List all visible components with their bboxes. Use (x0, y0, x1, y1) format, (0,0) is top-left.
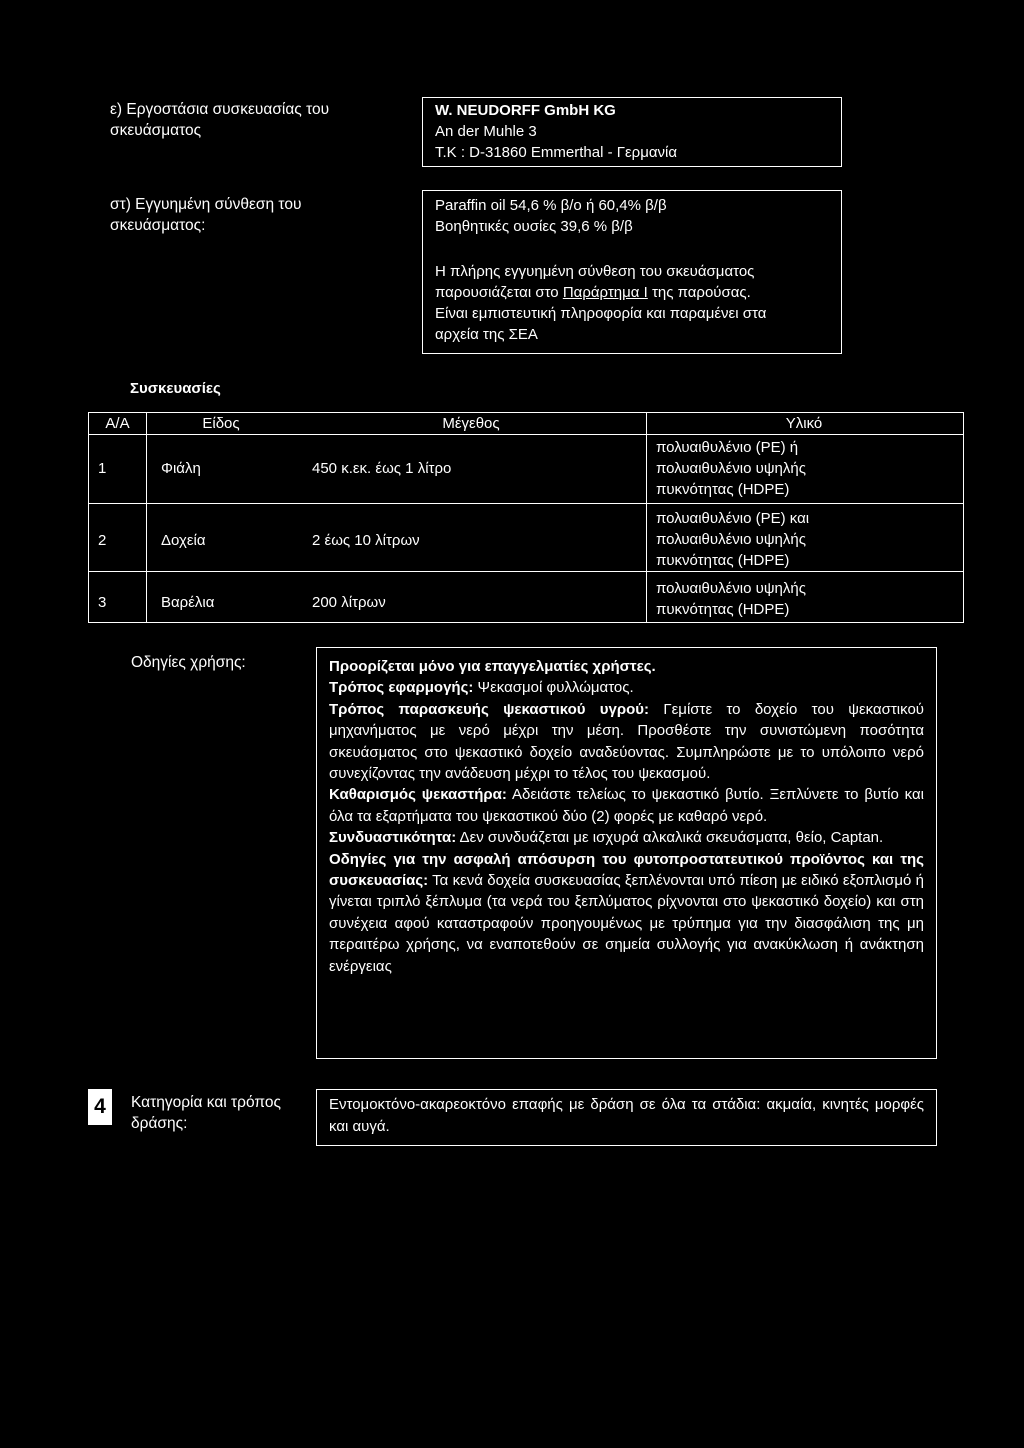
row3-no: 3 (98, 594, 107, 611)
row1-material-line3: πυκνότητας (HDPE) (656, 481, 790, 498)
row1-no: 1 (98, 460, 107, 477)
company-postcode: T.K : D-31860 Emmerthal - Γερμανία (435, 144, 678, 161)
packaging-title: Συσκευασίες (130, 380, 221, 397)
composition-active: Paraffin oil 54,6 % β/ο ή 60,4% β/β (435, 197, 667, 214)
cleaning-heading: Καθαρισμός ψεκαστήρα: (329, 786, 507, 804)
company-name: W. NEUDORFF GmbH KG (435, 102, 616, 119)
col-header-size: Μέγεθος (442, 415, 500, 432)
row2-no: 2 (98, 532, 107, 549)
row3-material (656, 578, 806, 620)
factory-label-line2: σκευάσματος (110, 122, 202, 139)
row2-size: 2 έως 10 λίτρων (312, 532, 420, 549)
instructions-box (316, 647, 937, 1059)
row3-material-line1: πολυαιθυλένιο υψηλής (656, 580, 806, 597)
row3-size: 200 λίτρων (312, 594, 386, 611)
composition-label-line1: στ) Εγγυημένη σύνθεση του (110, 196, 302, 213)
mode-of-action-label-line2: δράσης: (131, 1115, 188, 1132)
composition-label (110, 194, 301, 236)
compatibility-heading: Συνδυαστικότητα: (329, 829, 457, 847)
disposal-text: Τα κενά δοχεία συσκευασίας ξεπλένονται υπό πίεση με ειδικό εξοπλισμό ή γίνεται τριπλό ξέπλυμα (τα νερά του ξεπλύματος ρίχνονται στο ψεκαστικό δοχείο) και στη συνέχεια αφού καταστραφούν προηγουμένως με τρύπημα για την διασφάλιση της μη περαιτέρω χρήσης, να εναποτεθούν σε σημεία συλλογής για ανακύκλωση ή ανάκτηση ενέργειας (329, 872, 924, 975)
instructions-cleaning (329, 784, 924, 827)
compatibility-text: Δεν συνδυάζεται με ισχυρά αλκαλικά σκευάσματα, θείο, Captan. (456, 829, 884, 847)
instructions-application (329, 677, 924, 698)
row2-material-line2: πολυαιθυλένιο υψηλής (656, 531, 806, 548)
instructions-label: Οδηγίες χρήσης: (131, 654, 246, 671)
instructions-compatibility (329, 827, 924, 848)
row2-material (656, 508, 809, 571)
factory-box (422, 97, 842, 167)
cleaning-text: Αδειάστε τελείως το ψεκαστικό βυτίο. Ξεπλύνετε το βυτίο και όλα τα εξαρτήματα του ψεκαστικού δύο (2) φορές με καθαρό νερό. (329, 786, 924, 825)
preparation-heading: Τρόπος παρασκευής ψεκαστικού υγρού: (329, 700, 650, 718)
instructions-preparation (329, 699, 924, 785)
row1-material-line1: πολυαιθυλένιο (PE) ή (656, 439, 799, 456)
col-header-material: Υλικό (785, 415, 823, 432)
mode-of-action-box (316, 1089, 937, 1146)
company-address: An der Muhle 3 (435, 123, 537, 140)
packaging-table (88, 412, 964, 623)
composition-note-pre: παρουσιάζεται στο (435, 284, 563, 301)
mode-of-action-text: Εντομοκτόνο-ακαρεοκτόνο επαφής με δράση σε όλα τα στάδια: ακμαία, κινητές μορφές και αυγά. (329, 1096, 924, 1135)
col-header-no: Α/Α (105, 415, 130, 432)
disposal-heading: Οδηγίες για την ασφαλή απόσυρση του φυτοπροστατευτικού προϊόντος και της συσκευασίας: (329, 850, 924, 890)
row2-material-line1: πολυαιθυλένιο (PE) και (656, 510, 810, 527)
composition-box (422, 190, 842, 354)
instructions-disposal (329, 849, 924, 977)
confidential-note: Είναι εμπιστευτική πληροφορία και παραμένει στα (435, 305, 767, 322)
confidential-note-end: αρχεία της ΣΕΑ (435, 326, 538, 343)
composition-note-post: της παρούσας. (647, 284, 751, 301)
row1-type: Φιάλη (161, 460, 201, 477)
factory-label-line1: ε) Εργοστάσια συσκευασίας του (110, 101, 330, 118)
row2-type: Δοχεία (161, 532, 206, 549)
row1-material-line2: πολυαιθυλένιο υψηλής (656, 460, 806, 477)
row2-material-line3: πυκνότητας (HDPE) (656, 552, 790, 569)
section-number-badge: 4 (88, 1089, 112, 1125)
row3-type: Βαρέλια (161, 594, 215, 611)
composition-auxiliary: Βοηθητικές ουσίες 39,6 % β/β (435, 218, 633, 235)
instructions-audience: Προορίζεται μόνο για επαγγελματίες χρήστες. (329, 658, 656, 675)
composition-label-line2: σκευάσματος: (110, 217, 206, 234)
row1-size: 450 κ.εκ. έως 1 λίτρο (312, 460, 452, 477)
application-text: Ψεκασμοί φυλλώματος. (473, 679, 634, 697)
mode-of-action-label (131, 1092, 281, 1134)
annex-link[interactable]: Παράρτημα I (562, 284, 648, 301)
factory-label (110, 99, 329, 141)
preparation-text: Γεμίστε το δοχείο του ψεκαστικού μηχανήματος με νερό μέχρι την μέση. Προσθέστε την συνιστώμενη ποσότητα σκευάσματος στο ψεκαστικό δοχείο αναδεύοντας. Συμπληρώστε με το υπόλοιπο νερό συνεχίζοντας την ανάδευση μέχρι το τέλος του ψεκασμού. (329, 700, 924, 783)
row1-material (656, 437, 806, 500)
application-heading: Τρόπος εφαρμογής: (329, 679, 474, 697)
composition-note: Η πλήρης εγγυημένη σύνθεση του σκευάσματος (435, 263, 755, 280)
mode-of-action-label-line1: Κατηγορία και τρόπος (131, 1094, 281, 1111)
row3-material-line2: πυκνότητας (HDPE) (656, 601, 790, 618)
col-header-type: Είδος (202, 415, 240, 432)
